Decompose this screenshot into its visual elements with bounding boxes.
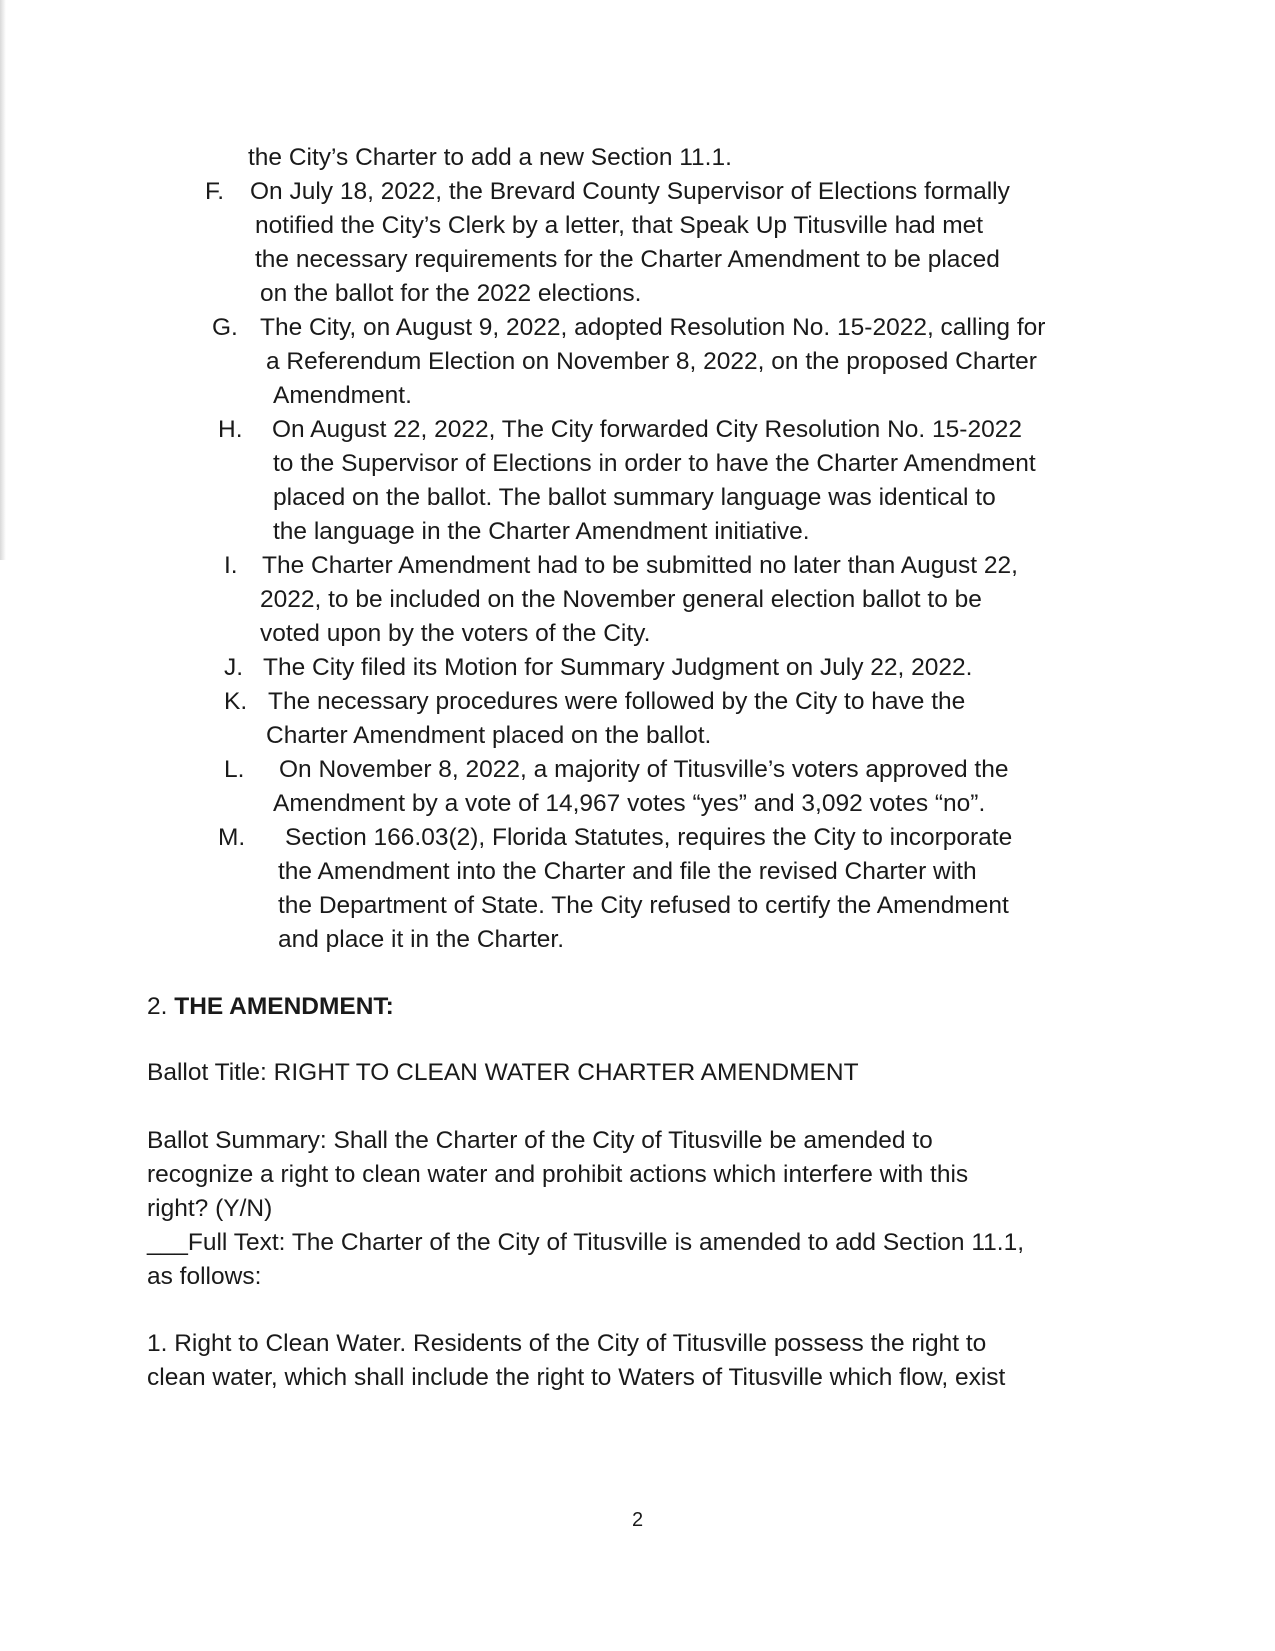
recital-i-line-2: 2022, to be included on the November general election ballot to be: [260, 586, 982, 613]
recital-g-marker: G.: [212, 314, 238, 341]
recital-l-line-2: Amendment by a vote of 14,967 votes “yes” and 3,092 votes “no”.: [273, 790, 986, 817]
ballot-summary-line-2: recognize a right to clean water and prohibit actions which interfere with this: [147, 1161, 969, 1188]
recital-h-line-2: to the Supervisor of Elections in order to have the Charter Amendment: [273, 450, 1036, 477]
section-title: THE AMENDMENT:: [174, 993, 394, 1020]
recital-m-line-4: and place it in the Charter.: [278, 926, 565, 953]
recital-e-continuation: the City’s Charter to add a new Section 11.1.: [248, 144, 732, 171]
paragraph-1-line-1: 1. Right to Clean Water. Residents of the City of Titusville possess the right to: [147, 1330, 987, 1357]
recital-k-line-2: Charter Amendment placed on the ballot.: [266, 722, 712, 749]
recital-l-line-1: On November 8, 2022, a majority of Titusville’s voters approved the: [279, 756, 1009, 783]
full-text-line-2: as follows:: [147, 1263, 262, 1290]
recital-m-line-3: the Department of State. The City refused to certify the Amendment: [278, 892, 1009, 919]
recital-g-line-2: a Referendum Election on November 8, 2022, on the proposed Charter: [266, 348, 1037, 375]
recital-i-line-1: The Charter Amendment had to be submitted no later than August 22,: [262, 552, 1018, 579]
recital-j-marker: J.: [224, 654, 244, 681]
recital-f-marker: F.: [205, 178, 225, 205]
recital-m-marker: M.: [218, 824, 246, 851]
recital-h-marker: H.: [218, 416, 243, 443]
section-number: 2.: [147, 993, 175, 1020]
recital-f-line-4: on the ballot for the 2022 elections.: [260, 280, 642, 307]
section-heading: [147, 990, 394, 1025]
recital-i-marker: I.: [224, 552, 238, 579]
paragraph-1-line-2: clean water, which shall include the right to Waters of Titusville which flow, exist: [147, 1364, 1006, 1391]
recital-k-marker: K.: [224, 688, 248, 715]
recital-g-line-1: The City, on August 9, 2022, adopted Resolution No. 15-2022, calling for: [260, 314, 1046, 341]
recital-f-line-3: the necessary requirements for the Charter Amendment to be placed: [255, 246, 1000, 273]
recital-f-line-2: notified the City’s Clerk by a letter, that Speak Up Titusville had met: [255, 212, 984, 239]
ballot-summary-line-3: right? (Y/N): [147, 1195, 273, 1222]
ballot-title: Ballot Title: RIGHT TO CLEAN WATER CHARTER AMENDMENT: [147, 1059, 859, 1086]
recital-m-line-1: Section 166.03(2), Florida Statutes, requires the City to incorporate: [285, 824, 1013, 851]
recital-g-line-3: Amendment.: [273, 382, 412, 409]
recital-h-line-3: placed on the ballot. The ballot summary language was identical to: [273, 484, 996, 511]
recital-i-line-3: voted upon by the voters of the City.: [260, 620, 651, 647]
recital-j-line-1: The City filed its Motion for Summary Judgment on July 22, 2022.: [263, 654, 973, 681]
recital-m-line-2: the Amendment into the Charter and file the revised Charter with: [278, 858, 977, 885]
recital-l-marker: L.: [224, 756, 245, 783]
page-number: 2: [631, 1509, 644, 1531]
full-text-line-1: ___Full Text: The Charter of the City of Titusville is amended to add Section 11.1,: [147, 1229, 1025, 1256]
recital-k-line-1: The necessary procedures were followed by the City to have the: [268, 688, 966, 715]
ballot-summary-line-1: Ballot Summary: Shall the Charter of the City of Titusville be amended to: [147, 1127, 933, 1154]
recital-h-line-1: On August 22, 2022, The City forwarded City Resolution No. 15-2022: [272, 416, 1022, 443]
recital-h-line-4: the language in the Charter Amendment initiative.: [273, 518, 810, 545]
recital-f-line-1: On July 18, 2022, the Brevard County Supervisor of Elections formally: [250, 178, 1010, 205]
